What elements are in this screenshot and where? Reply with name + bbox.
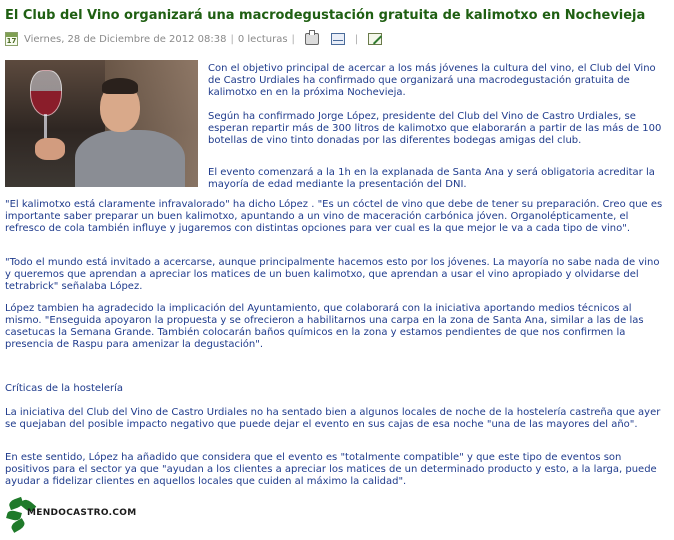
site-logo-text: MENDOCASTRO.COM bbox=[27, 508, 137, 518]
email-icon[interactable] bbox=[331, 33, 345, 45]
article-date: Viernes, 28 de Diciembre de 2012 08:38 bbox=[24, 33, 227, 45]
calendar-icon: 17 bbox=[5, 32, 18, 46]
article-paragraph: Según ha confirmado Jorge López, presidente del Club del Vino de Castro Urdiales, se esperan repartir más de 300 litros de kalimotxo que elaborarán a partir de las más de 100 botellas de vino tinto donadas por las diferentes bodegas amigas del club. bbox=[208, 111, 662, 146]
article-paragraph: La iniciativa del Club del Vino de Castro Urdiales no ha sentado bien a algunos locales de noche de la hostelería castreña que ayer se quejaban del posible impacto negativo que puede dejar el evento en sus cajas de esa noche "una de las mayores del año". bbox=[5, 407, 661, 430]
article-paragraph: En este sentido, López ha añadido que considera que el evento es "totalmente compatible" y que este tipo de eventos son positivos para el sector ya que "ayudan a los clientes a apreciar los matices de un determinado producto y esto, a la larga, puede ayudar a fidelizar clientes en aquellos locales que cuiden al máximo la calidad". bbox=[5, 452, 657, 487]
meta-separator: | bbox=[291, 33, 295, 45]
site-logo bbox=[7, 497, 147, 531]
print-icon[interactable] bbox=[305, 33, 319, 45]
article-paragraph: "Todo el mundo está invitado a acercarse, aunque principalmente hacemos esto por los jóvenes. La mayoría no sabe nada de vino y queremos que aprendan a apreciar los matices de un buen kalimotxo, que aprendan a usar el vino apropiado y olvidarse del tetrabrick" señalaba López. bbox=[5, 257, 660, 292]
article-title: El Club del Vino organizará una macrodegustación gratuita de kalimotxo en Nochevieja bbox=[5, 8, 646, 23]
article-paragraph: "El kalimotxo está claramente infravalorado" ha dicho López . "Es un cóctel de vino que debe de tener su preparación. Creo que es importante saber preparar un buen kalimotxo, apuntando a un vino de maceración carbónica jóven. Organolépticamente, el refresco de cola también influye y jugaremos con distintas opciones para ver cual es la que mejor le va a cada tipo de vino". bbox=[5, 199, 663, 234]
article-paragraph: Con el objetivo principal de acercar a los más jóvenes la cultura del vino, el Club del Vino de Castro Urdiales ha confirmado que organizará una macrodegustación gratuita de kalimotxo en en la próxima Nochevieja. bbox=[208, 63, 656, 98]
edit-icon[interactable] bbox=[368, 33, 382, 45]
article-paragraph: El evento comenzará a la 1h en la explanada de Santa Ana y será obligatoria acreditar la mayoría de edad mediante la presentación del DNI. bbox=[208, 167, 655, 190]
article-photo bbox=[5, 60, 198, 187]
article-paragraph: López tambien ha agradecido la implicación del Ayuntamiento, que colaborará con la iniciativa aportando medios técnicos al mismo. "Enseguida apoyaron la propuesta y se ofrecieron a habilitarnos una carpa en la zona de Santa Ana, similar a las de las casetucas la Semana Grande. También colocarán baños químicos en la zona y estamos pendientes de que nos confirmen la presencia de Raspu para amenizar la degustación". bbox=[5, 303, 644, 350]
meta-separator: | bbox=[230, 33, 234, 45]
section-heading: Críticas de la hostelería bbox=[5, 383, 124, 394]
meta-separator: | bbox=[354, 33, 359, 45]
article-readings: 0 lecturas bbox=[237, 33, 288, 45]
article-meta bbox=[5, 30, 669, 48]
